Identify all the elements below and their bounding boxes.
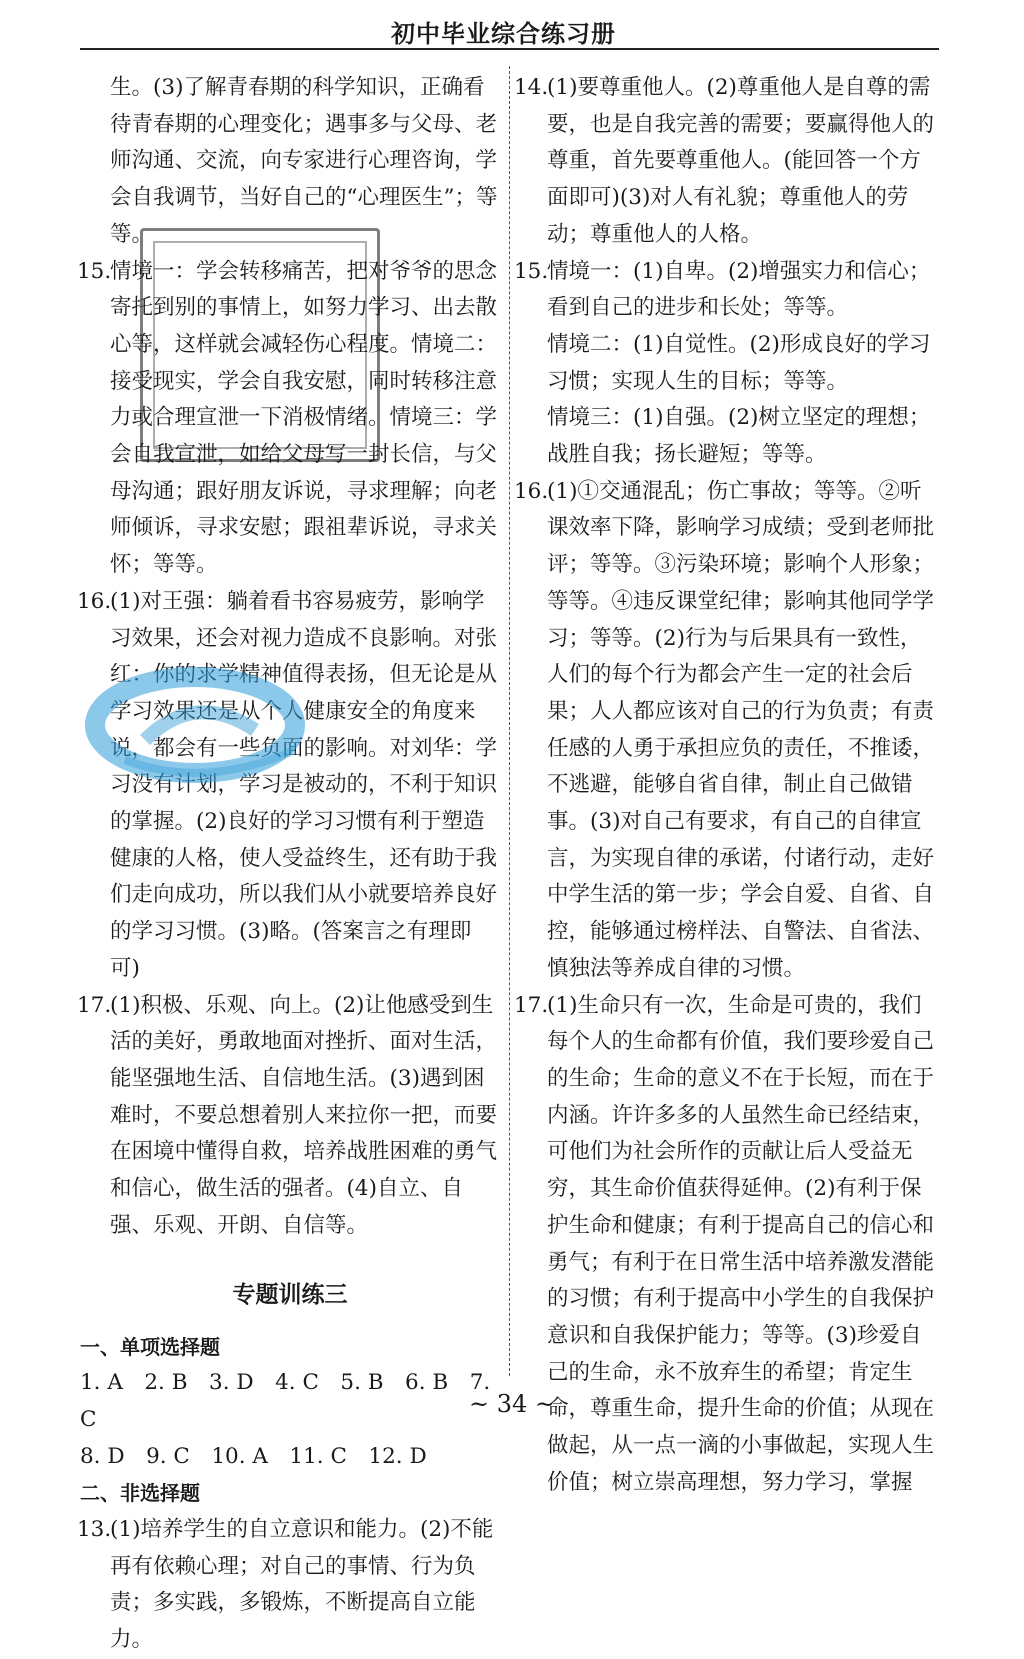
continued-answer: 生。(3)了解青春期的科学知识，正确看待青春期的心理变化；遇事多与父母、老师沟通、交流，向专家进行心理咨询，学会自我调节，当好自己的“心理医生”；等等。 [110, 75, 498, 247]
answer-item-15-right [514, 254, 942, 327]
item-number: 15. [514, 258, 549, 284]
answer-text: 情境一：(1)自卑。(2)增强实力和信心；看到自己的进步和长处；等等。 [547, 258, 931, 321]
header-rule [80, 48, 939, 50]
answer-item-16-right [514, 474, 942, 988]
header-title: 初中毕业综合练习册 [391, 20, 616, 48]
part1-heading: 一、单项选择题 [80, 1334, 220, 1359]
answer-item-16 [77, 584, 500, 988]
item-number: 17. [514, 992, 549, 1018]
column-divider [509, 66, 510, 1376]
answer-item-17-right [514, 988, 942, 1502]
answer-text: (1)①交通混乱；伤亡事故；等等。②听课效率下降，影响学习成绩；受到老师批评；等等。③污染环境；影响个人形象；等等。④违反课堂纪律；影响其他同学学习；等等。(2)行为与后果具有一致性，人们的每个行为都会产生一定的社会后果；人人都应该对自己的行为负责；有责任感的人勇于承担应负的责任，不推诿，不逃避，能够自省自律，制止自己做错事。(3)对自己有要求，有自己的自律宣言，为实现自律的承诺，付诸行动，走好中学生活的第一步；学会自爱、自省、自控，能够通过榜样法、自警法、自省法、慎独法等养成自律的习惯。 [547, 478, 935, 981]
answer-text: (1)要尊重他人。(2)尊重他人是自尊的需要，也是自我完善的需要；要赢得他人的尊重，首先要尊重他人。(能回答一个方面即可)(3)对人有礼貌；尊重他人的劳动；尊重他人的人格。 [547, 75, 935, 247]
item-number: 17. [77, 992, 112, 1018]
item-number: 15. [77, 258, 112, 284]
answer-text: (1)生命只有一次，生命是可贵的，我们每个人的生命都有价值，我们要珍爱自己的生命；生命的意义不在于长短，而在于内涵。许许多多的人虽然生命已经结束，可他们为社会所作的贡献让后人受益无穷，其生命价值获得延伸。(2)有利于保护生命和健康；有利于提高自己的信心和勇气；有利于在日常生活中培养激发潜能的习惯；有利于提高中小学生的自我保护意识和自我保护能力；等等。(3)珍爱自己的生命，永不放弃生的希望；肯定生命，尊重生命，提升生命的价值；从现在做起，从一点一滴的小事做起，实现人生价值；树立崇高理想，努力学习，掌握 [547, 992, 935, 1495]
item-number: 16. [514, 478, 549, 504]
page-header [0, 0, 1024, 50]
answer-text: 情境一：学会转移痛苦，把对爷爷的思念寄托到别的事情上，如努力学习、出去散心等，这样就会减轻伤心程度。情境二：接受现实，学会自我安慰，同时转移注意力或合理宣泄一下消极情绪。情境三：学会自我宣泄，如给父母写一封长信，与父母沟通；跟好朋友诉说，寻求理解；向老师倾诉，寻求安慰；跟祖辈诉说，寻求关怀；等等。 [110, 258, 498, 578]
page-number: ~ 34 ~ [468, 1390, 555, 1418]
answer-text: (1)积极、乐观、向上。(2)让他感受到生活的美好，勇敢地面对挫折、面对生活，能坚强地生活、自信地生活。(3)遇到困难时，不要总想着别人来拉你一把，而要在困境中懂得自救，培养战胜困难的勇气和信心，做生活的强者。(4)自立、自强、乐观、开朗、自信等。 [110, 992, 498, 1238]
item-number: 14. [514, 75, 549, 100]
answer-item-15 [77, 254, 500, 584]
answer-item-17 [77, 988, 500, 1245]
left-column [77, 70, 500, 1659]
choice-answers-line-1: 1. A 2. B 3. D 4. C 5. B 6. B 7. C [80, 1370, 491, 1432]
answer-subitem: 情境三：(1)自强。(2)树立坚定的理想；战胜自我；扬长避短；等等。 [547, 405, 931, 468]
item-number: 16. [77, 588, 112, 614]
right-column [514, 70, 942, 1501]
answer-item-14 [514, 70, 942, 254]
part2-heading: 二、非选择题 [80, 1481, 200, 1506]
section-title: 专题训练三 [232, 1281, 348, 1308]
item-number: 13. [77, 1517, 112, 1543]
answer-item-13 [77, 1512, 500, 1659]
answer-text: (1)对王强：躺着看书容易疲劳，影响学习效果，还会对视力造成不良影响。对张红：你的求学精神值得表扬，但无论是从学习效果还是从个人健康安全的角度来说，都会有一些负面的影响。对刘华：学习没有计划，学习是被动的，不利于知识的掌握。(2)良好的学习习惯有利于塑造健康的人格，使人受益终生，还有助于我们走向成功，所以我们从小就要培养良好的学习习惯。(3)略。(答案言之有理即可) [110, 588, 498, 981]
answer-text: (1)培养学生的自立意识和能力。(2)不能再有依赖心理；对自己的事情、行为负责；多实践，多锻炼，不断提高自立能力。 [110, 1517, 494, 1653]
choice-answers-line-2: 8. D 9. C 10. A 11. C 12. D [80, 1443, 427, 1469]
answer-subitem: 情境二：(1)自觉性。(2)形成良好的学习习惯；实现人生的目标；等等。 [547, 331, 931, 394]
